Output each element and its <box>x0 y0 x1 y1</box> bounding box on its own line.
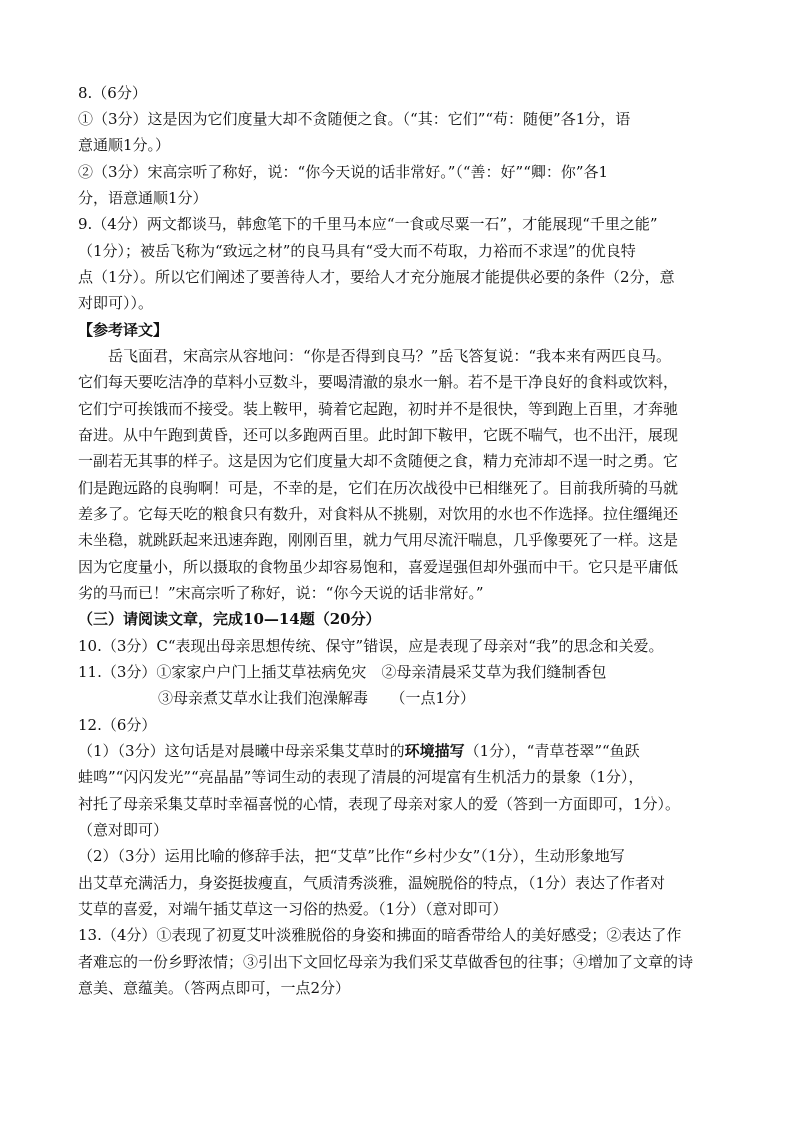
q9-answer-line: 9.（4分）两文都谈马，韩愈笔下的千里马本应“一食或尽粟一石”，才能展现“千里之能” <box>78 215 658 233</box>
q8-answer-line: ②（3分）宋高宗听了称好，说：“你今天说的话非常好。”（“善：好”“卿：你”各1 <box>78 163 609 181</box>
translation-heading: 【参考译文】 <box>78 321 169 339</box>
q9-answer-line: 对即可））。 <box>78 294 154 312</box>
q12-answer-line: 蛙鸣”“闪闪发光”“亮晶晶”等词生动的表现了清晨的河堤富有生机活力的景象（1分）， <box>78 768 644 786</box>
q12-answer-line: （意对即可） <box>78 821 169 839</box>
q12-answer-line: （1）（3分）这句话是对晨曦中母亲采集艾草时的环境描写（1分），“青草苍翠”“鱼跃 <box>78 742 640 760</box>
highlight-term: 环境描写 <box>404 742 465 760</box>
q11-answer-line: 11.（3分）①家家户户门上插艾草祛病免灾 ②母亲清晨采艾草为我们缝制香包 <box>78 663 607 681</box>
translation-line: 未坐稳，就跳跃起来迅速奔跑，刚刚百里，就力气用尽流汗喘息，几乎像要死了一样。这是 <box>78 531 679 549</box>
q8-answer-line: 分，语意通顺1分） <box>78 189 208 207</box>
translation-line: 奋进。从中午跑到黄昏，还可以多跑两百里。此时卸下鞍甲，它既不喘气，也不出汗，展现 <box>78 426 679 444</box>
q12-answer-line: 出艾草充满活力，身姿挺拔瘦直，气质清秀淡雅，温婉脱俗的特点，（1分）表达了作者对 <box>78 874 666 892</box>
q12-answer-line: 艾草的喜爱，对端午插艾草这一习俗的热爱。（1分）（意对即可） <box>78 900 508 918</box>
translation-line: 们是跑远路的良驹啊！可是，不幸的是，它们在历次战役中已相继死了。目前我所骑的马就 <box>78 479 679 497</box>
translation-line: 它们每天要吃洁净的草料小豆数斗，要喝清澈的泉水一斛。若不是干净良好的食料或饮料， <box>78 373 679 391</box>
translation-line: 因为它度量小，所以摄取的食物虽少却容易饱和，喜爱逞强但却外强而中干。它只是平庸低 <box>78 558 679 576</box>
q9-answer-line: 点（1分）。所以它们阐述了要善待人才，要给人才充分施展才能提供必要的条件（2分，意 <box>78 268 675 286</box>
q11-answer-line: ③母亲煮艾草水让我们泡澡解毒 （一点1分） <box>158 689 476 707</box>
translation-line: 差多了。它每天吃的粮食只有数升，对食料从不挑剔，对饮用的水也不作选择。拉住缰绳还 <box>78 505 679 523</box>
q8-heading: 8.（6分） <box>78 84 147 102</box>
q13-answer-line: 意美、意蕴美。（答两点即可，一点2分） <box>78 979 351 997</box>
translation-line: 岳飞面君，宋高宗从容地问：“你是否得到良马？”岳飞答复说：“我本来有两匹良马。 <box>108 347 672 365</box>
q8-answer-line: ①（3分）这是因为它们度量大却不贪随便之食。（“其：它们”“苟：随便”各1分，语 <box>78 110 631 128</box>
q13-answer-line: 13.（4分）①表现了初夏艾叶淡雅脱俗的身姿和拂面的暗香带给人的美好感受；②表达了作 <box>78 926 682 944</box>
q9-answer-line: （1分）；被岳飞称为“致远之材”的良马具有“受大而不苟取，力裕而不求逞”的优良特 <box>78 242 636 260</box>
translation-line: 一副若无其事的样子。这是因为它们度量大却不贪随便之食，精力充沛却不逞一时之勇。它 <box>78 452 679 470</box>
translation-line: 劣的马而已！”宋高宗听了称好，说：“你今天说的话非常好。” <box>78 584 484 602</box>
q10-answer-line: 10.（3分）C“表现出母亲思想传统、保守”错误，应是表现了母亲对“我”的思念和关爱。 <box>78 637 664 655</box>
q12-answer-line: （2）（3分）运用比喻的修辞手法，把“艾草”比作“乡村少女”（1分），生动形象地写 <box>78 847 625 865</box>
translation-line: 它们宁可挨饿而不接受。装上鞍甲，骑着它起跑，初时并不是很快，等到跑上百里，才奔驰 <box>78 400 679 418</box>
q12-heading: 12.（6分） <box>78 716 157 734</box>
q8-answer-line: 意通顺1分。） <box>78 136 171 154</box>
section-title: （三）请阅读文章，完成10—14题（20分） <box>78 610 381 628</box>
q13-answer-line: 者难忘的一份乡野浓情；③引出下文回忆母亲为我们采艾草做香包的往事；④增加了文章的诗 <box>78 953 694 971</box>
q12-answer-line: 衬托了母亲采集艾草时幸福喜悦的心情，表现了母亲对家人的爱（答到一方面即可，1分）。 <box>78 795 681 813</box>
